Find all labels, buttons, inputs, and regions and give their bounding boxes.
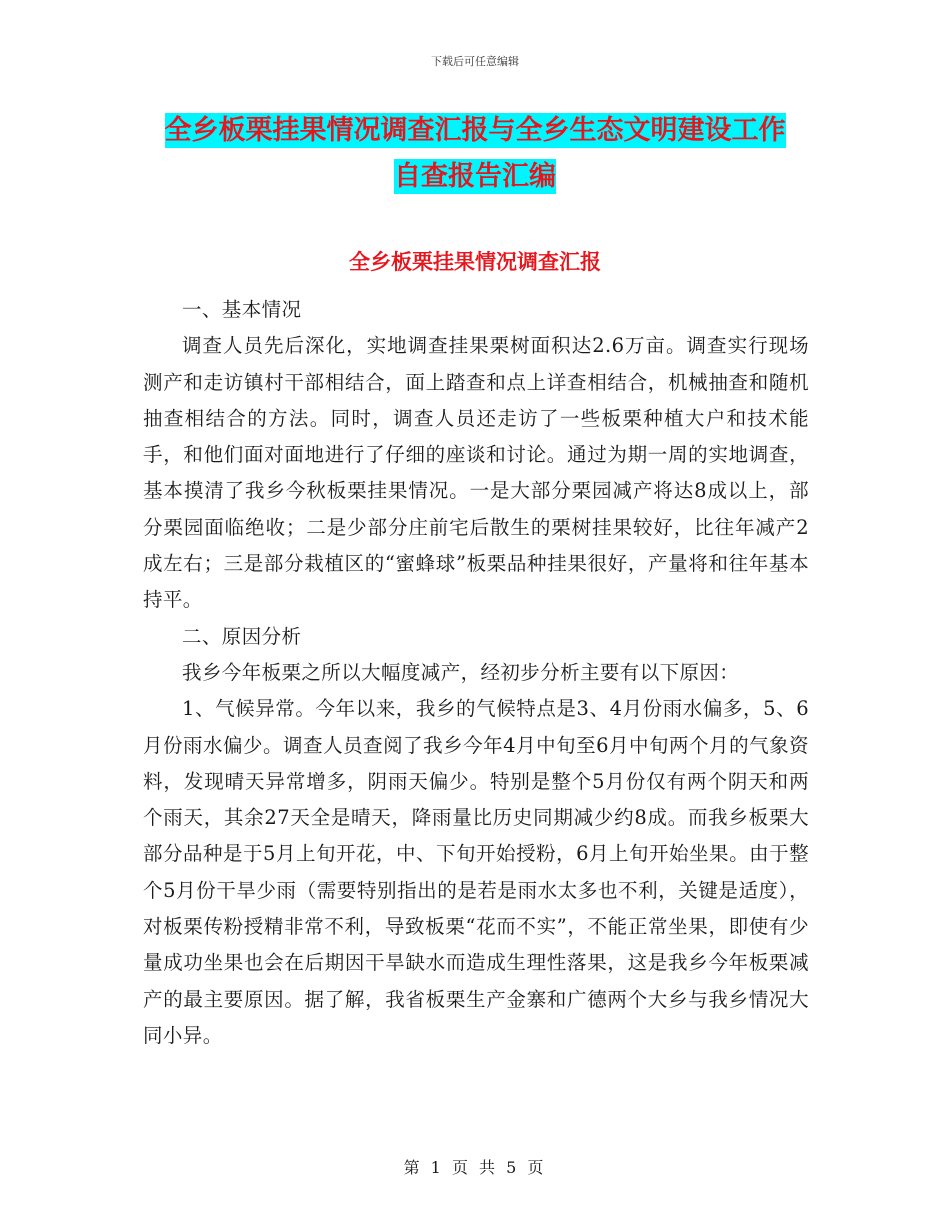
- document-title-line-1: 全乡板栗挂果情况调查汇报与全乡生态文明建设工作: [164, 115, 786, 146]
- paragraph-climate: 1、气候异常。今年以来，我乡的气候特点是3、4月份雨水偏多，5、6月份雨水偏少。调查人员查阅了我乡今年4月中旬至6月中旬两个月的气象资料，发现晴天异常增多，阴雨天偏少。特别是整个5月份仅有两个阴天和两个雨天，其余27天全是晴天，降雨量比历史同期减少约8成。而我乡板栗大部分品种是于5月上旬开花，中、下旬开始授粉，6月上旬开始坐果。由于整个5月份干旱少雨（需要特别指出的是若是雨水太多也不利，关键是适度），对板栗传粉授精非常不利，导致板栗“花而不实”，不能正常坐果，即使有少量成功坐果也会在后期因干旱缺水而造成生理性落果，这是我乡今年板栗减产的最主要原因。据了解，我省板栗生产金寨和广德两个大乡与我乡情况大同小异。: [143, 697, 809, 1047]
- page-header-note: 下载后可任意编辑: [431, 55, 519, 68]
- paragraph-survey: 调查人员先后深化，实地调查挂果栗树面积达2.6万亩。调查实行现场测产和走访镇村干部相结合，面上踏查和点上详查相结合，机械抽查和随机抽查相结合的方法。同时，调查人员还走访了一些板栗种植大户和技术能手，和他们面对面地进行了仔细的座谈和讨论。通过为期一周的实地调查，基本摸清了我乡今秋板栗挂果情况。一是大部分栗园减产将达8成以上，部分栗园面临绝收；二是少部分庄前宅后散生的栗树挂果较好，比往年减产2成左右；三是部分栽植区的“蜜蜂球”板栗品种挂果很好，产量将和往年基本持平。: [143, 334, 809, 612]
- page-number: 第 1 页 共 5 页: [403, 1158, 547, 1177]
- section-title: 全乡板栗挂果情况调查汇报: [349, 249, 601, 274]
- heading-cause-analysis: 二、原因分析: [182, 624, 302, 648]
- document-body: [143, 292, 809, 1054]
- document-title: [0, 108, 950, 200]
- heading-basic-situation: 一、基本情况: [182, 298, 302, 321]
- paragraph-cause-intro: 我乡今年板栗之所以大幅度减产，经初步分析主要有以下原因：: [182, 660, 740, 684]
- document-title-line-2: 自查报告汇编: [394, 161, 556, 192]
